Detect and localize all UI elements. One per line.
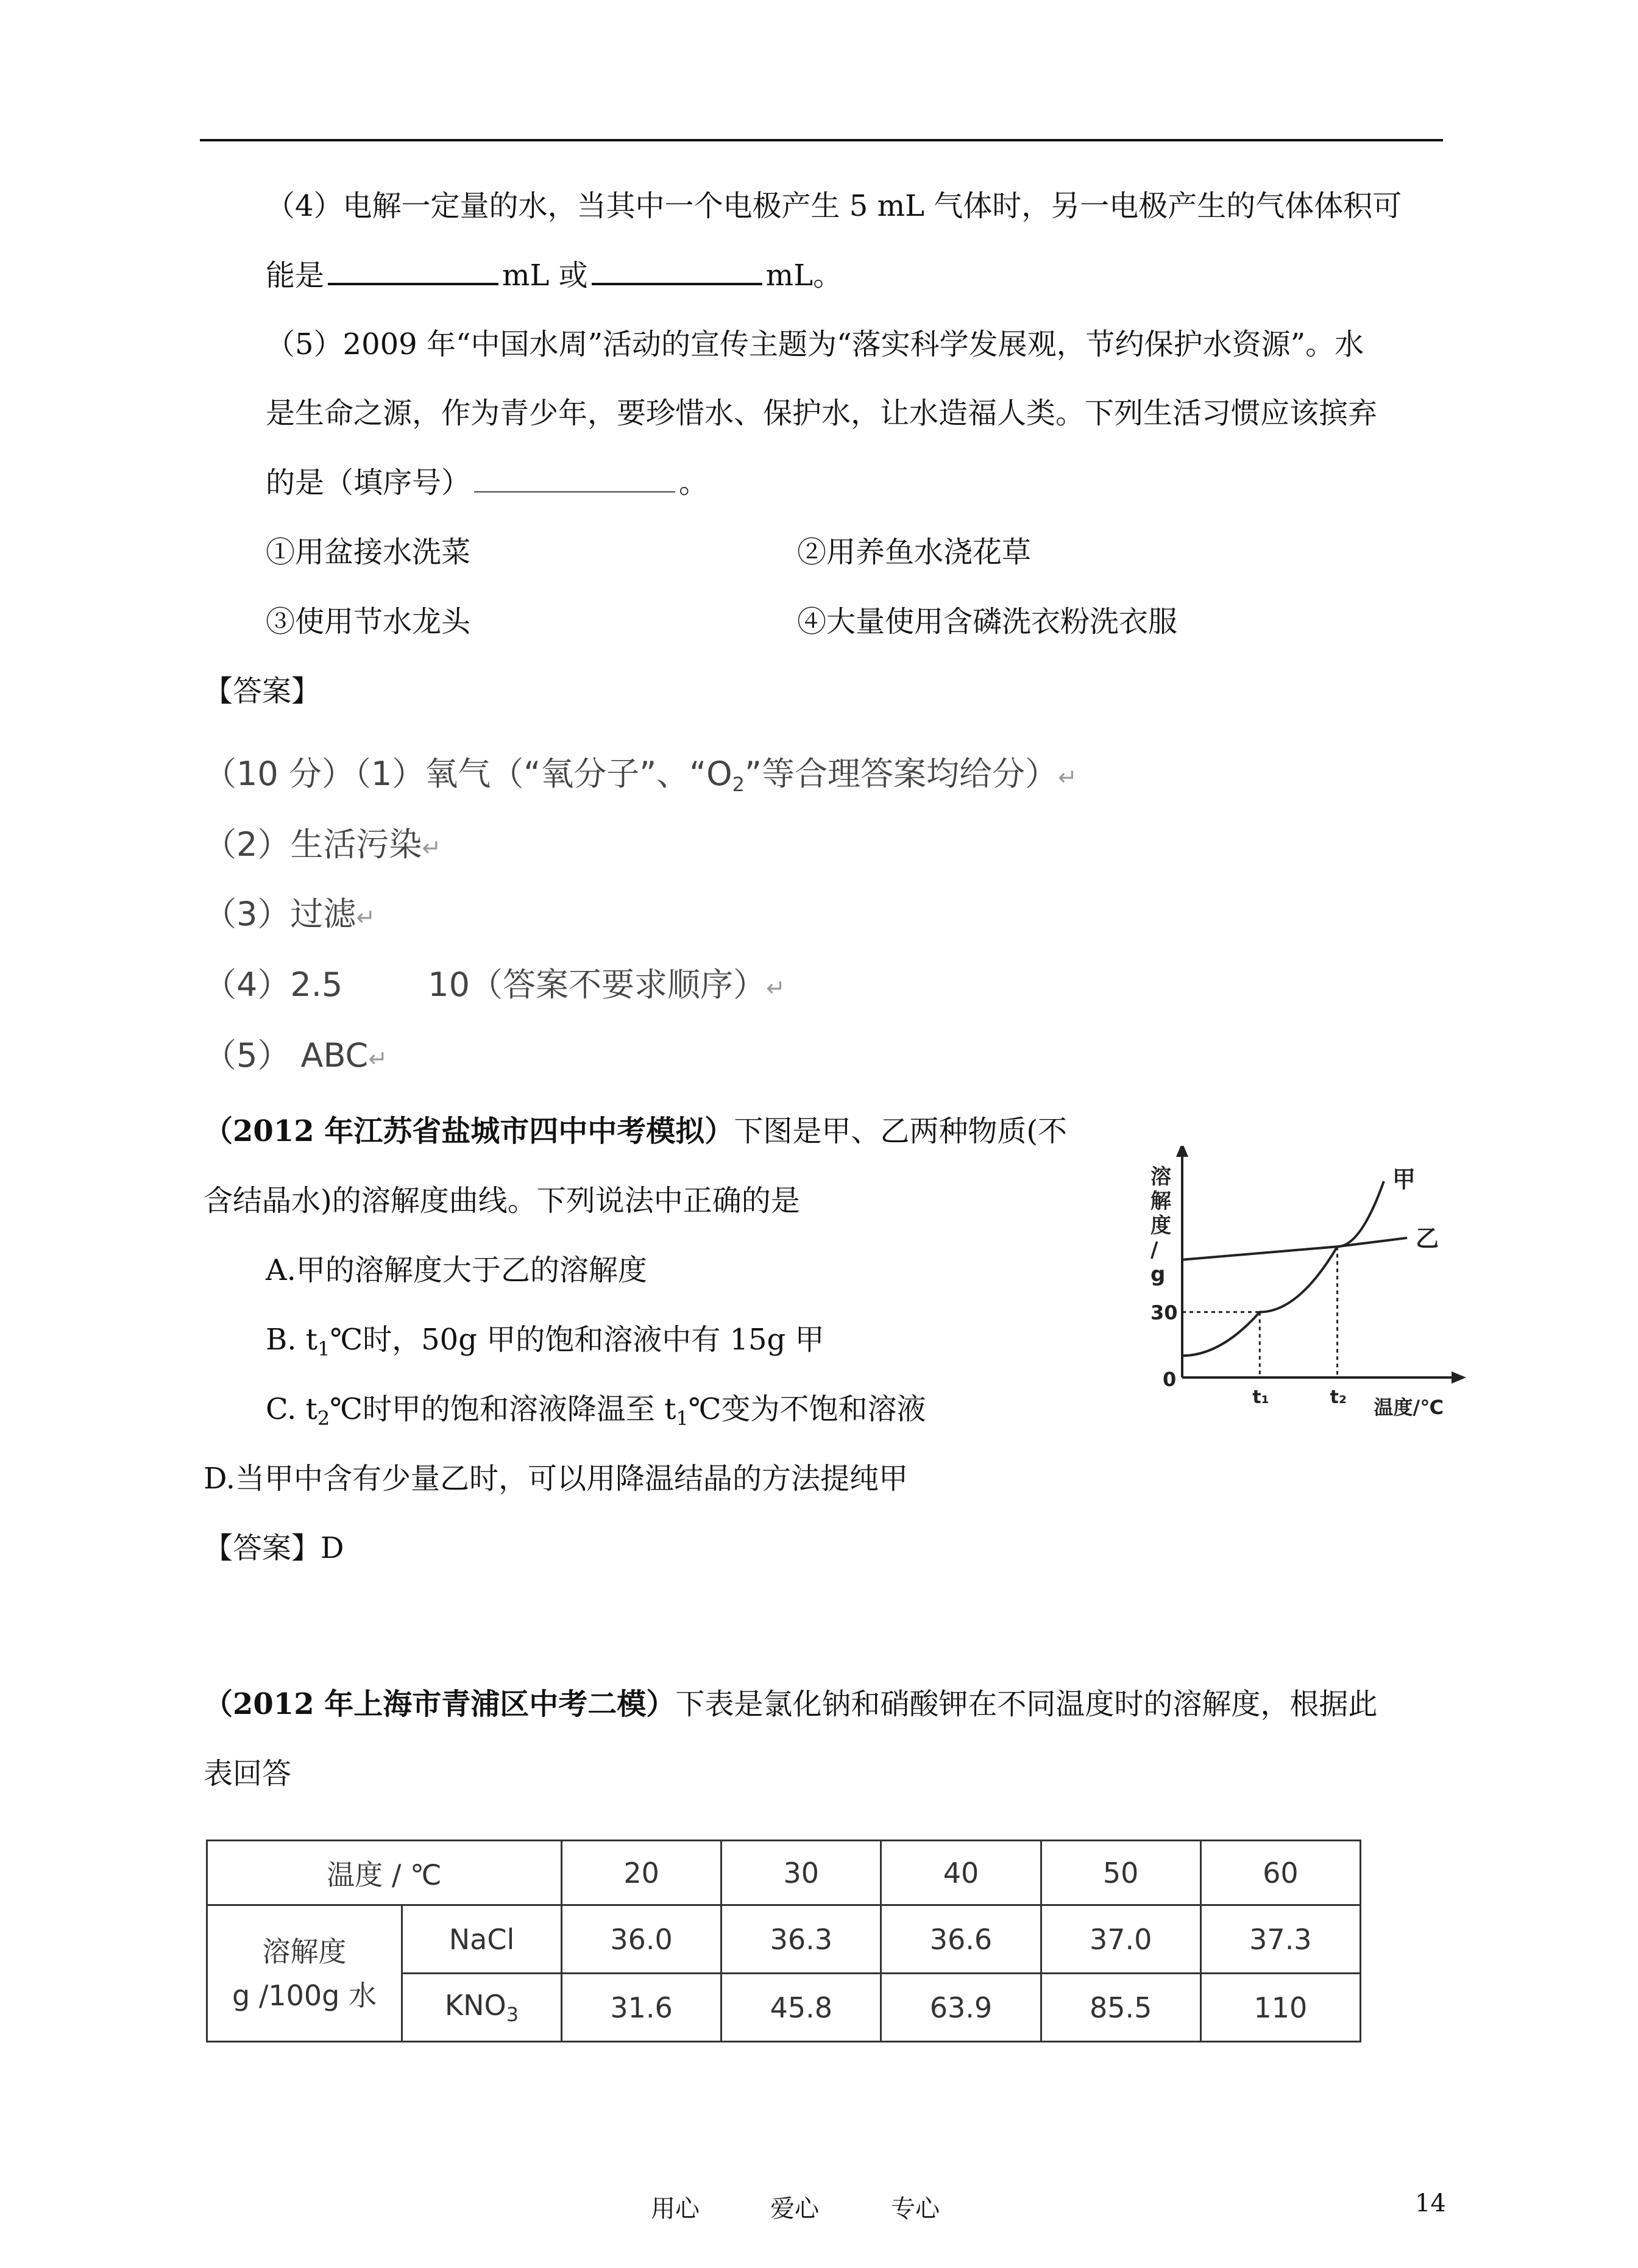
solubility-chart [1133, 1146, 1475, 1426]
q3-line2: 表回答 [204, 1757, 292, 1791]
footer-text-2: 爱心 [770, 2195, 819, 2223]
q3-stem1: 下表是氯化钠和硝酸钾在不同温度时的溶解度，根据此 [675, 1687, 1378, 1721]
table-head-label: 温度 / ℃ [207, 1841, 562, 1905]
q5-text-a: 的是（填序号） [266, 466, 471, 500]
table-cell: 37.0 [1041, 1905, 1200, 1974]
x-tick-label: t₂ [1330, 1387, 1347, 1408]
q2-line2: 含结晶水)的溶解度曲线。下列说法中正确的是 [204, 1184, 800, 1218]
q2-option-c-c: ℃变为不饱和溶液 [688, 1392, 926, 1426]
q3-line1 [204, 1686, 1377, 1722]
y-axis-label: 解 [1150, 1189, 1171, 1214]
table-substance [402, 1974, 562, 2042]
q5-line3 [266, 464, 708, 501]
table-cell: 63.9 [881, 1974, 1041, 2042]
answer-line-4-a: （4）2.5 [204, 965, 343, 1004]
table-cell: 36.3 [722, 1905, 881, 1974]
series-line [1182, 1181, 1384, 1356]
subscript-1: 1 [317, 1337, 330, 1360]
q4-text-b: mL 或 [502, 258, 588, 293]
answer-line-5-text: （5） ABC [204, 1036, 369, 1075]
subscript-2: 2 [732, 773, 745, 796]
table-cell: 85.5 [1041, 1974, 1200, 2042]
page-number: 14 [1415, 2189, 1446, 2217]
y-axis-label: g [1150, 1262, 1166, 1287]
answer-blank-1[interactable] [328, 256, 498, 285]
answer-blank-3[interactable] [474, 464, 675, 492]
q2-option-b [266, 1321, 824, 1367]
paragraph-mark: ↵ [1058, 764, 1077, 791]
table-cell: 45.8 [722, 1974, 881, 2042]
table-header-row [207, 1841, 1361, 1905]
table-cell: 31.6 [562, 1974, 722, 2042]
table-temp: 60 [1200, 1841, 1360, 1905]
answer-line-1-a: （10 分）（1）氧气（“氧分子”、“O [204, 755, 732, 793]
row-label-2: g /100g 水 [232, 1978, 377, 2012]
header-rule [200, 139, 1443, 141]
footer-text-3: 专心 [891, 2195, 940, 2223]
q5-text-b: 。 [679, 466, 709, 500]
q5-line2: 是生命之源，作为青少年，要珍惜水、保护水，让水造福人类。下列生活习惯应该摈弃 [266, 396, 1378, 430]
table-row [207, 1905, 1361, 1974]
table-cell: 36.0 [562, 1905, 722, 1974]
y-tick-label: 30 [1150, 1301, 1178, 1324]
subscript-3: 3 [506, 2003, 519, 2026]
paragraph-mark: ↵ [422, 834, 442, 861]
q2-option-c-b: ℃时甲的饱和溶液降温至 t [330, 1392, 676, 1426]
paragraph-mark: ↵ [368, 1045, 388, 1072]
answer-line-1-b: ”等合理答案均给分） [745, 755, 1058, 793]
q2-option-a: A.甲的溶解度大于乙的溶解度 [266, 1253, 647, 1287]
table-temp: 20 [562, 1841, 722, 1905]
y-axis-label: 度 [1150, 1214, 1171, 1238]
x-axis-arrow [1452, 1371, 1466, 1384]
solubility-table [206, 1840, 1361, 2042]
q2-option-b-b: ℃时，50g 甲的饱和溶液中有 15g 甲 [330, 1323, 824, 1357]
row-label-1: 溶解度 [262, 1935, 347, 1968]
q2-option-b-a: B. t [266, 1323, 318, 1357]
answer-line-1 [204, 755, 1077, 804]
answer-line-2-text: （2）生活污染 [204, 825, 422, 864]
x-tick-label: t₁ [1252, 1387, 1269, 1408]
table-cell: 37.3 [1200, 1905, 1360, 1974]
table-temp: 30 [722, 1841, 881, 1905]
y-axis-label: / [1150, 1238, 1158, 1262]
q5-option-3: ③使用节水龙头 [266, 605, 471, 639]
y-axis-arrow [1176, 1146, 1188, 1157]
q3-source: （2012 年上海市青浦区中考二模） [204, 1687, 676, 1721]
paragraph-mark: ↵ [356, 904, 376, 931]
q2-answer: 【答案】D [204, 1531, 344, 1565]
answer-line-2 [204, 825, 441, 867]
q4-text-c: mL。 [765, 258, 843, 293]
answer-line-4-b: 10（答案不要求顺序） [428, 965, 766, 1004]
origin-label: 0 [1163, 1368, 1177, 1391]
table-temp: 40 [881, 1841, 1041, 1905]
q2-option-c-a: C. t [266, 1392, 317, 1426]
table-temp: 50 [1041, 1841, 1200, 1905]
q2-option-c [266, 1391, 926, 1437]
q5-option-4: ④大量使用含磷洗衣粉洗衣服 [797, 605, 1178, 639]
answer-blank-2[interactable] [592, 256, 762, 285]
q2-option-d: D.当甲中含有少量乙时，可以用降温结晶的方法提纯甲 [204, 1462, 909, 1496]
answer-line-3 [204, 895, 375, 937]
q2-stem1: 下图是甲、乙两种物质(不 [734, 1114, 1068, 1148]
footer-text-1: 用心 [651, 2195, 700, 2223]
answer-label: 【答案】 [204, 674, 321, 708]
table-cell: 36.6 [881, 1905, 1041, 1974]
subscript-1: 1 [676, 1407, 689, 1430]
table-cell: 110 [1200, 1974, 1360, 2042]
answer-line-4 [204, 965, 785, 1008]
paragraph-mark: ↵ [765, 975, 785, 1001]
q2-source: （2012 年江苏省盐城市四中中考模拟） [204, 1114, 734, 1148]
table-row-label [207, 1905, 402, 2042]
q2-line1 [204, 1113, 1067, 1150]
q4-line1: （4）电解一定量的水，当其中一个电极产生 5 mL 气体时，另一电极产生的气体体积可 [266, 189, 1402, 223]
q4-line2 [266, 256, 842, 294]
answer-line-5 [204, 1036, 388, 1078]
answer-line-3-text: （3）过滤 [204, 895, 356, 933]
series-label: 甲 [1392, 1165, 1416, 1193]
series-label: 乙 [1416, 1225, 1439, 1252]
q4-text-a: 能是 [266, 258, 325, 293]
q5-option-1: ①用盆接水洗菜 [266, 535, 471, 569]
subscript-2: 2 [317, 1407, 330, 1430]
q5-option-2: ②用养鱼水浇花草 [797, 535, 1032, 569]
table-substance: NaCl [402, 1905, 562, 1974]
q5-line1: （5）2009 年“中国水周”活动的宣传主题为“落实科学发展观，节约保护水资源”。水 [266, 327, 1364, 361]
x-axis-label: 温度/℃ [1374, 1396, 1444, 1419]
y-axis-label: 溶 [1150, 1165, 1171, 1189]
series-line [1182, 1238, 1407, 1260]
substance-name: KNO [444, 1989, 506, 2022]
